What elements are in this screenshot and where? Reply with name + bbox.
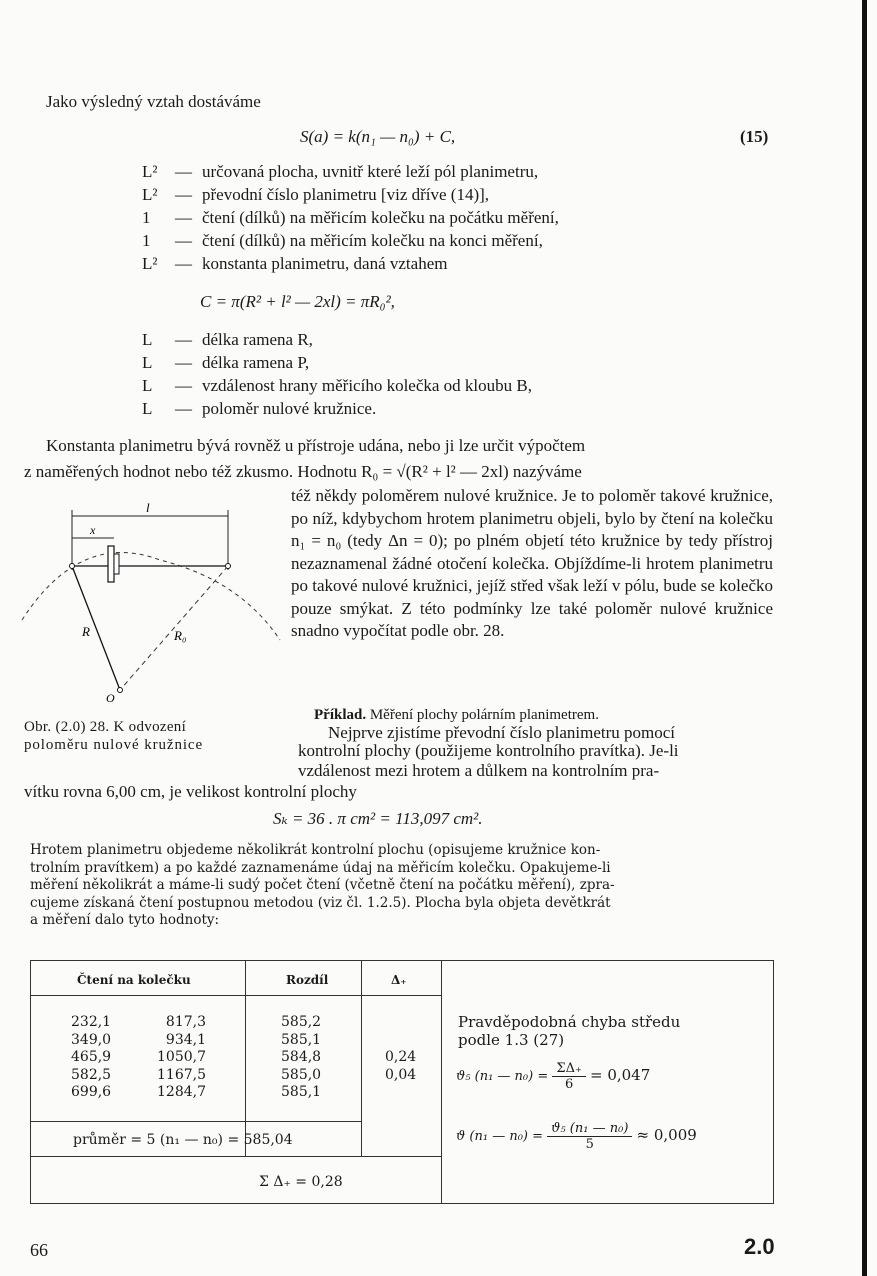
paragraph-line: trolním pravítkem) a po každé zaznamenáme údaj na měřicím kolečku. Opakujeme-li <box>30 859 611 876</box>
joint-B <box>70 564 75 569</box>
measurement-table <box>30 960 774 1204</box>
paragraph-line: a měření dalo tyto hodnoty: <box>30 912 220 928</box>
table-cell: 582,5 <box>71 1066 112 1083</box>
table-cell: 1050,7 <box>157 1049 206 1065</box>
table-cell: 465,9 <box>71 1049 112 1065</box>
mean-rule <box>31 1121 361 1122</box>
measuring-wheel <box>108 546 114 582</box>
figure-28 <box>20 500 290 710</box>
formula-theta5 <box>456 1061 650 1092</box>
header-difference: Rozdíl <box>286 973 329 987</box>
equation-number: (15) <box>740 127 769 146</box>
formula1-rhs: = 0,047 <box>589 1066 651 1084</box>
formula1-numerator: ΣΔ₊ <box>552 1061 585 1077</box>
wheel-hub <box>114 554 119 574</box>
formula2-lhs: ϑ (n₁ — n₀) = <box>456 1129 544 1144</box>
mean-row: průměr = 5 (n₁ — n₀) = 585,04 <box>73 1132 293 1148</box>
table-cell: 585,0 <box>281 1066 322 1083</box>
table-cell: 585,1 <box>281 1031 322 1048</box>
table-cell: 585,1 <box>281 1084 322 1100</box>
table-cell: 584,8 <box>281 1049 322 1065</box>
tracer-point <box>226 564 231 569</box>
intro-text: Jako výsledný vztah dostáváme <box>46 92 261 111</box>
difference-column <box>281 1014 321 1102</box>
column-divider <box>245 961 246 1156</box>
right-table-area <box>442 961 774 1204</box>
section-number: 2.0 <box>744 1234 775 1259</box>
paragraph-line: z naměřených hodnot nebo též zkusmo. Hodnotu R₀ = √(R² + l² — 2xl) nazýváme <box>24 462 582 481</box>
table-cell: 585,2 <box>281 1014 322 1030</box>
paragraph-line: Konstanta planimetru bývá rovněž u přístroje udána, nebo ji lze určit výpočtem <box>46 436 586 455</box>
scan-edge <box>862 0 867 1276</box>
paragraph-2 <box>30 842 615 930</box>
paragraph-line: cujeme získaná čtení postupnou metodou (viz čl. 1.2.5). Plocha byla objeta devětkrát <box>30 894 611 911</box>
paragraph-line: Hrotem planimetru objedeme několikrát kontrolní plochu (opisujeme kružnice kon- <box>30 842 601 858</box>
table-cell: 0,04 <box>385 1066 417 1083</box>
table-cell: 934,1 <box>165 1031 206 1048</box>
left-table-cell <box>31 961 441 1203</box>
formula-theta <box>456 1121 697 1152</box>
page-number: 66 <box>30 1240 48 1260</box>
sum-row: Σ Δ₊ = 0,28 <box>259 1174 343 1190</box>
table-cell: 232,1 <box>71 1014 112 1030</box>
example-title: Příklad. <box>314 707 367 723</box>
paragraph-wrapped: též někdy poloměrem nulové kružnice. Je to poloměr takové kružnice, po níž, kdybychom hrotem planimetru objeli, bylo by čtení na kolečku n₁ = n₀ (tedy Δn = 0); po plném objetí této kružnice by tedy přístroj nezaznamenal žádné otočení kolečka. Objíždíme-li hrotem planimetru po takové nulové kružnici, jejíž střed však leží v pólu, bude se kolečko pouze smýkat. Z této podmínky lze také poloměr nulové kružnice snadno vypočítat podle obr. 28. <box>291 486 773 640</box>
paragraph-line: měření několikrát a máme-li sudý počet čtení (včetně čtení na počátku měření), zpra- <box>30 877 615 893</box>
pole-point <box>118 688 123 693</box>
label-l: l <box>146 500 150 515</box>
formula2-fraction <box>547 1121 632 1152</box>
formula1-fraction <box>552 1061 585 1092</box>
example-line: vítku rovna 6,00 cm, je velikost kontrolní plochy <box>24 782 357 801</box>
header-readings: Čtení na kolečku <box>77 973 191 987</box>
table-cell: 699,6 <box>71 1084 112 1100</box>
right-title-line2: podle 1.3 (27) <box>458 1031 565 1049</box>
equation-15: S(a) = k(n₁ — n₀) + C, <box>300 127 456 146</box>
table-cell: 1167,5 <box>157 1066 206 1083</box>
example-line: vzdálenost mezi hrotem a důlkem na kontrolním pra- <box>298 761 660 780</box>
formula1-lhs: ϑ₅ (n₁ — n₀) = <box>456 1069 549 1084</box>
left-table-area <box>31 961 442 1204</box>
readings-column-b <box>151 1014 206 1102</box>
right-table-cell <box>442 961 773 1203</box>
figure-caption-line1: Obr. (2.0) 28. K odvození <box>24 719 187 735</box>
example-line: kontrolní plochy (použijeme kontrolního pravítka). Je-li <box>298 741 679 760</box>
label-x: x <box>90 523 96 537</box>
example-line: Nejprve zjistíme převodní číslo planimetru pomocí <box>328 723 675 742</box>
header-rule <box>31 995 441 996</box>
label-O: O <box>106 691 115 705</box>
sum-rule <box>31 1156 441 1157</box>
label-R: R <box>82 624 90 639</box>
header-delta: Δ₊ <box>391 973 407 987</box>
readings-column-a <box>71 1014 111 1102</box>
pole-arm-R <box>72 566 120 690</box>
formula2-numerator: ϑ₅ (n₁ — n₀) <box>547 1121 632 1137</box>
example-heading-line <box>314 707 599 724</box>
table-cell: 1284,7 <box>157 1084 206 1100</box>
table-cell: 817,3 <box>165 1014 206 1030</box>
table-cell: 349,0 <box>71 1031 112 1048</box>
label-R0: R₀ <box>174 628 187 643</box>
figure-caption-line2: poloměru nulové kružnice <box>24 737 204 753</box>
example-heading: Měření plochy polárním planimetrem. <box>369 707 599 723</box>
right-title-line1: Pravděpodobná chyba středu <box>458 1013 681 1031</box>
table-cell: 0,24 <box>385 1049 417 1065</box>
formula2-rhs: ≈ 0,009 <box>636 1126 697 1144</box>
column-divider <box>361 961 362 1156</box>
formula1-denominator: 6 <box>564 1077 574 1092</box>
formula2-denominator: 5 <box>585 1137 594 1152</box>
equation-sk: Sₖ = 36 . π cm² = 113,097 cm². <box>273 809 483 828</box>
delta-column <box>385 1049 416 1084</box>
equation-constant: C = π(R² + l² — 2xl) = πR₀², <box>200 292 395 311</box>
